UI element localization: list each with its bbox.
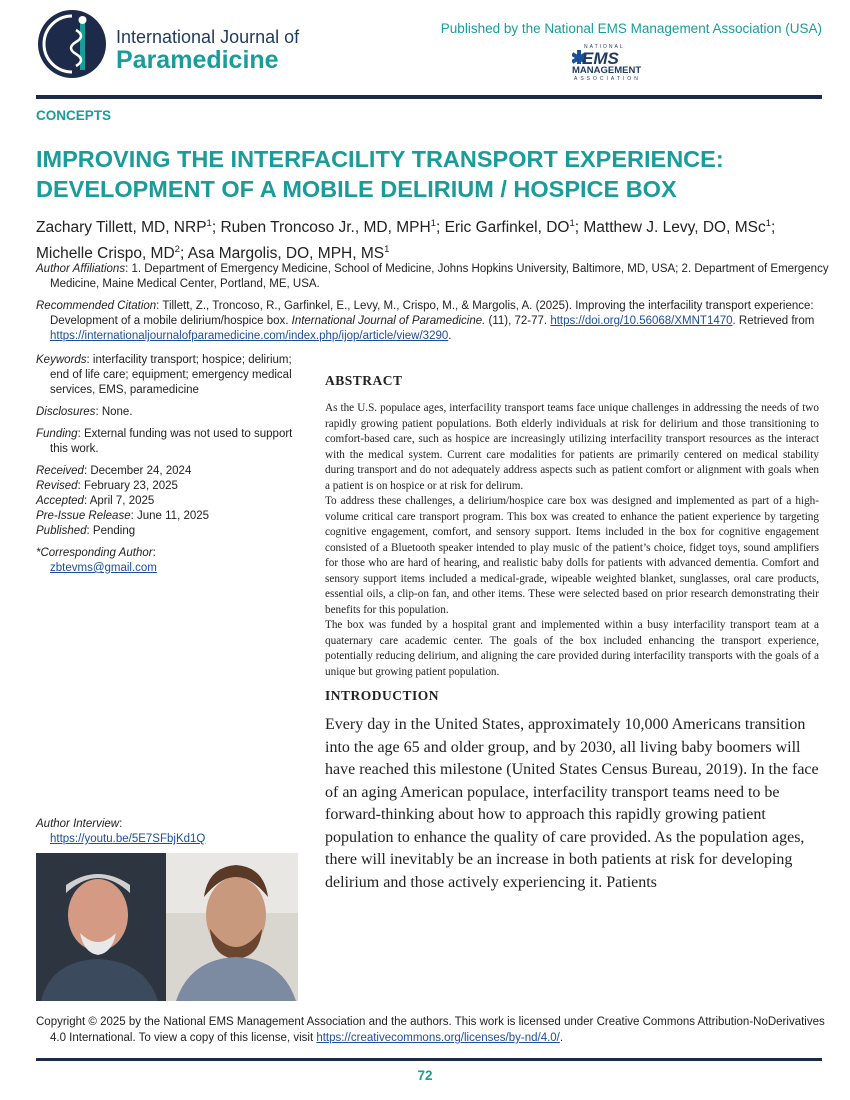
abstract-paragraph: As the U.S. populace ages, interfacility transport teams face unique challenges in addressing the needs of two rapidly growing patient populations. Both elderly individuals at risk for delirium and those transitioning to comfort-based care, such as hospice are increasingly utilizing interfacility transport resources as the interact with the medical system. Current care modalities for patients are primarily centered on medical stability during transport and do not adequately address aspects such as patient comfort or alignment with goals when a patient is on hospice or at risk for delirum.: [325, 402, 819, 492]
received-date: Received: December 24, 2024: [36, 465, 192, 477]
publisher-line: Published by the National EMS Management Association (USA): [440, 21, 822, 36]
introduction-heading: INTRODUCTION: [325, 688, 440, 703]
introduction-paragraph: Every day in the United States, approximately 10,000 Americans transition into the age 65 and older group, and by 2030, all living baby boomers will have reached this milestone (United States Census Bureau, 2019). In the face of an aging American populace, interfacility transport teams need to be forward-thinking about how to approach this rapidly growing patient population to enhance the quality of care provided. As the population ages, there will inevitably be an increase in both patients at risk for developing delirium and those actively experiencing it. Patients: [325, 716, 819, 891]
author-affiliation-marker: 1: [384, 244, 390, 256]
accepted-date: Accepted: April 7, 2025: [36, 495, 155, 507]
corresponding-author: *Corresponding Author: zbtevms@gmail.com: [36, 547, 157, 574]
funding: Funding: External funding was not used to support this work.: [36, 428, 293, 455]
journal-name-line2: Paramedicine: [116, 46, 279, 74]
author-name: Zachary Tillett, MD, NRP: [36, 219, 207, 237]
header-divider: [36, 95, 822, 99]
journal-logo: [36, 8, 306, 80]
article-title: IMPROVING THE INTERFACILITY TRANSPORT EXPERIENCE: DEVELOPMENT OF A MOBILE DELIRIUM / HOSPICE BOX: [36, 146, 724, 202]
author-affiliation-marker: 2: [174, 244, 180, 256]
disclosures: Disclosures: None.: [36, 406, 133, 418]
main-text-column: [325, 373, 819, 894]
corresponding-email-link[interactable]: zbtevms@gmail.com: [50, 562, 157, 574]
interview-video-link[interactable]: https://youtu.be/5E7SFbjKd1Q: [50, 833, 206, 845]
preissue-date: Pre-Issue Release: June 11, 2025: [36, 510, 210, 522]
author-name: Matthew J. Levy, DO, MSc: [583, 219, 766, 237]
published-date: Published: Pending: [36, 525, 136, 537]
journal-name-line1: International Journal of: [116, 27, 300, 47]
dates: [36, 464, 296, 539]
revised-date: Revised: February 23, 2025: [36, 480, 178, 492]
abstract-heading: ABSTRACT: [325, 373, 403, 388]
nemsma-logo-management: MANAGEMENT: [572, 65, 642, 76]
author-affiliation-marker: 1: [765, 218, 771, 229]
page-number: 72: [417, 1068, 433, 1083]
author-list: Zachary Tillett, MD, NRP$^1$; Ruben Troncoso Jr., MD, MPH$^1$; Eric Garfinkel, $DO^1$; Matthew J. Levy, DO, MSc$^1$; Michelle Crispo, $MD^2$; Asa Margolis, DO, MPH, $MS^1$: [36, 218, 776, 263]
author-name: Ruben Troncoso Jr., MD, MPH: [220, 219, 431, 237]
license-link[interactable]: https://creativecommons.org/licenses/by-nd/4.0/: [316, 1032, 560, 1044]
nemsma-logo-top: NATIONAL: [584, 44, 625, 50]
article-url-link[interactable]: https://internationaljournalofparamedicine.com/index.php/ijop/article/view/3290: [50, 330, 449, 342]
author-affiliations: Author Affiliations: 1. Department of Emergency Medicine, School of Medicine, Johns Hopkins University, Baltimore, MD, USA; 2. Department of Emergency Medicine, Maine Medical Center, Portland, ME, USA.: [36, 263, 829, 290]
author-name: Asa Margolis, DO, MPH, MS: [187, 245, 385, 263]
author-interview: Author Interview: https://youtu.be/5E7SFbjKd1Q: [36, 818, 206, 845]
author-name: Michelle Crispo, MD: [36, 245, 175, 263]
interview-thumbnail-image: [36, 853, 298, 1001]
nemsma-logo-association: ASSOCIATION: [574, 76, 641, 82]
nemsma-logo-ems: EMS: [582, 49, 619, 68]
author-interview-photo: [36, 853, 298, 1001]
author-affiliation-marker: 1: [430, 218, 436, 229]
author-name: Eric Garfinkel, DO: [444, 219, 570, 237]
keywords: Keywords: interfacility transport; hospice; delirium; end of life care; equipment; emergency medical services, EMS, paramedicine: [36, 354, 292, 396]
nemsma-logo: [572, 44, 656, 82]
section-label: CONCEPTS: [36, 108, 112, 123]
copyright-notice: Copyright © 2025 by the National EMS Management Association and the authors. This work is licensed under Creative Commons Attribution-NoDerivatives 4.0 International. To view a copy of this license, visit https://creativecommons.org/licenses/by-nd/4.0/.: [36, 1016, 825, 1044]
article-info-sidebar: [36, 353, 296, 583]
recommended-citation: Recommended Citation: Tillett, Z., Troncoso, R., Garfinkel, E., Levy, M., Crispo, M., & Margolis, A. (2025). Improving the interfacility transport experience: Development of a mobile delirium/hospice box. International Journal of Paramedicine. (11), 72-77. https://doi.org/10.56068/XMNT1470. Retrieved from https://internationaljournalofparamedicine.com/index.php/ijop/article/view/3290.: [36, 300, 815, 342]
abstract-paragraph: The box was funded by a hospital grant and implemented within a busy interfacility transport team at a quaternary care academic center. The goals of the box included enhancing the transport experience, potentially reducing delirium, and aligning the care provided during interfacility transports with the goals of a unique but growing patient population.: [325, 619, 819, 678]
abstract-paragraph: To address these challenges, a delirium/hospice care box was designed and implemented as part of a high-volume critical care transport program. This box was created to enhance the patient experience by targeting cognitive engagement, comfort, and sensory support. Items included in the box for cognitive engagement consisted of a Bluetooth speaker intended to play music of the patient’s choice, fidget toys, sound amplifiers for those who are hard of hearing, and realistic baby dolls for patients with advanced dementia. Comfort and sensory support items included a medical-grade, wipeable weighted blanket, sunglasses, oral care products, essential oils, a clip-on fan, and other items. These were selected based on prior research demonstrating their benefits for this population.: [325, 495, 819, 616]
doi-link[interactable]: https://doi.org/10.56068/XMNT1470: [550, 315, 733, 327]
author-affiliation-marker: 1: [206, 218, 212, 229]
journal-logo-icon: [36, 8, 108, 80]
footer-divider: [36, 1058, 822, 1061]
author-affiliation-marker: 1: [569, 218, 575, 229]
